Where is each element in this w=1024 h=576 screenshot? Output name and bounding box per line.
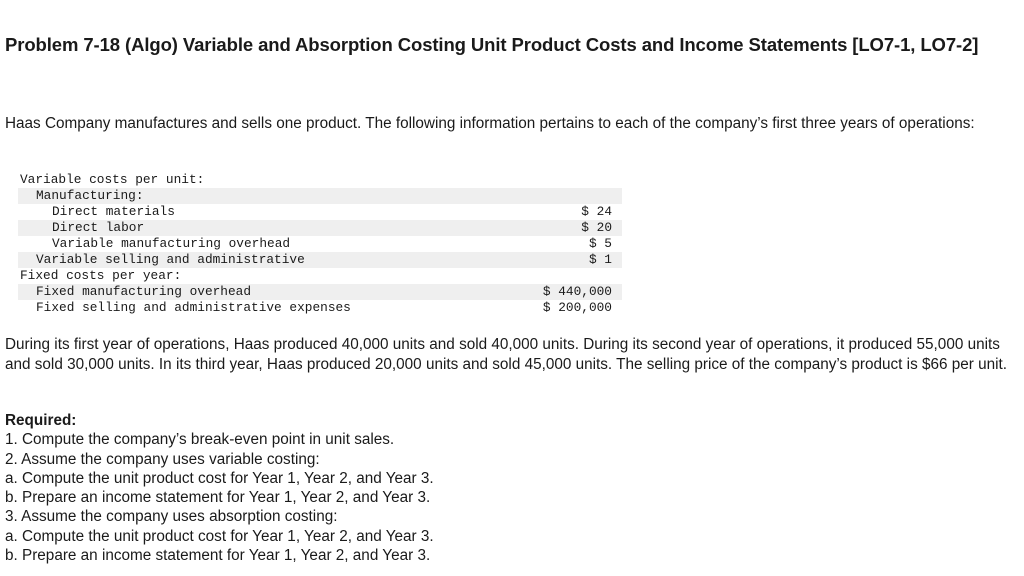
row-label: Variable manufacturing overhead	[52, 236, 291, 251]
problem-title: Problem 7-18 (Algo) Variable and Absorption Costing Unit Product Costs and Income Statements [LO7-1, LO7-2]	[5, 34, 979, 55]
row-value	[490, 268, 622, 284]
table-row	[18, 188, 622, 204]
table-row	[18, 284, 622, 300]
row-value: $ 440,000	[490, 284, 622, 300]
table-row	[18, 172, 622, 188]
row-value	[490, 188, 622, 204]
row-value: $ 24	[581, 204, 612, 219]
table-row	[18, 300, 622, 316]
row-value: $ 20	[490, 220, 622, 236]
row-label: Variable costs per unit:	[20, 172, 205, 187]
required-item: b. Prepare an income statement for Year 1, Year 2, and Year 3.	[5, 547, 431, 565]
cost-table	[18, 172, 622, 316]
required-item: 2. Assume the company uses variable costing:	[5, 450, 320, 468]
intro-paragraph: Haas Company manufactures and sells one product. The following information pertains to each of the company’s first three years of operations:	[5, 115, 975, 132]
row-label: Manufacturing:	[18, 188, 490, 204]
cost-table-container	[18, 172, 622, 316]
row-label: Variable selling and administrative	[18, 252, 490, 268]
row-label: Direct materials	[52, 204, 175, 219]
production-paragraph: During its first year of operations, Haas produced 40,000 units and sold 40,000 units. During its second year of operations, it produced 55,000 units and sold 30,000 units. In its third year, Haas produced 20,000 units and sold 45,000 units. The selling price of the company’s product is $66 per unit.	[5, 336, 1008, 373]
table-row	[18, 268, 622, 284]
row-label: Fixed costs per year:	[20, 268, 182, 283]
required-section	[5, 411, 705, 565]
row-label: Fixed selling and administrative expenses	[36, 300, 351, 315]
table-row	[18, 236, 622, 252]
required-item: 1. Compute the company’s break-even point in unit sales.	[5, 431, 395, 449]
table-row	[18, 252, 622, 268]
required-heading: Required:	[5, 412, 77, 429]
row-value: $ 5	[588, 236, 612, 251]
table-row	[18, 220, 622, 236]
required-item: 3. Assume the company uses absorption costing:	[5, 508, 338, 526]
row-value	[490, 172, 622, 188]
required-item: a. Compute the unit product cost for Year 1, Year 2, and Year 3.	[5, 469, 434, 487]
row-value: $ 1	[490, 252, 622, 268]
row-label: Fixed manufacturing overhead	[18, 284, 490, 300]
row-value: $ 200,000	[542, 300, 612, 315]
table-row	[18, 204, 622, 220]
required-item: b. Prepare an income statement for Year 1, Year 2, and Year 3.	[5, 489, 431, 507]
row-label: Direct labor	[18, 220, 490, 236]
required-item: a. Compute the unit product cost for Year 1, Year 2, and Year 3.	[5, 527, 434, 545]
